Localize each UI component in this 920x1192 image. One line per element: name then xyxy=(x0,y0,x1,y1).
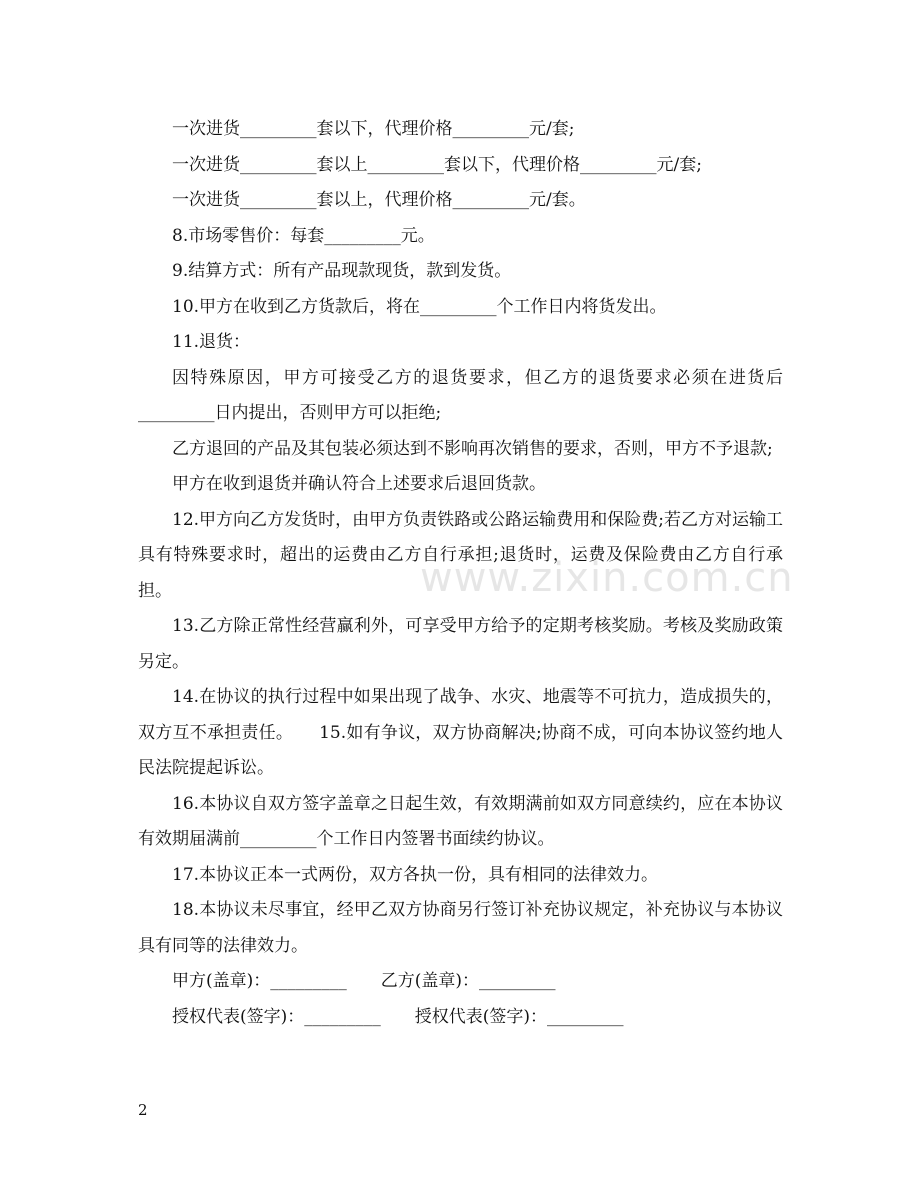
watermark: www.zixin.com.cn xyxy=(420,555,794,601)
clause-12-freight: 12.甲方向乙方发货时，由甲方负责铁路或公路运输费用和保险费;若乙方对运输工具有特殊要求时，超出的运费由乙方自行承担;退货时，运费及保险费由乙方自行承担。 xyxy=(138,509,783,601)
returns-condition-1: 因特殊原因，甲方可接受乙方的退货要求，但乙方的退货要求必须在进货后_________日内提出，否则甲方可以拒绝; xyxy=(138,367,783,423)
clause-14-15-force-majeure-disputes: 14.在协议的执行过程中如果出现了战争、水灾、地震等不可抗力，造成损失的，双方互不承担责任。 15.如有争议，双方协商解决;协商不成，可向本协议签约地人民法院提起诉讼。 xyxy=(138,687,783,778)
page-number: 2 xyxy=(138,1101,148,1119)
signature-seal-line: 甲方(盖章)：_________ 乙方(盖章)：_________ xyxy=(172,971,556,991)
price-tier-1: 一次进货_________套以下，代理价格_________元/套; xyxy=(172,119,575,139)
document-body xyxy=(138,112,783,1035)
clause-16-validity: 16.本协议自双方签字盖章之日起生效，有效期满前如双方同意续约，应在本协议有效期届满前_________个工作日内签署书面续约协议。 xyxy=(138,793,783,849)
price-tier-3: 一次进货_________套以上，代理价格_________元/套。 xyxy=(172,190,586,210)
returns-condition-3: 甲方在收到退货并确认符合上述要求后退回货款。 xyxy=(172,474,546,494)
clause-17-copies: 17.本协议正本一式两份，双方各执一份，具有相同的法律效力。 xyxy=(172,864,659,885)
returns-condition-2: 乙方退回的产品及其包装必须达到不影响再次销售的要求，否则，甲方不予退款; xyxy=(172,438,773,459)
clause-10-shipping: 10.甲方在收到乙方货款后，将在_________个工作日内将货发出。 xyxy=(172,296,667,317)
clause-9-settlement: 9.结算方式：所有产品现款现货，款到发货。 xyxy=(172,261,512,281)
clause-11-returns-heading: 11.退货： xyxy=(172,332,251,352)
clause-18-supplement: 18.本协议未尽事宜，经甲乙双方协商另行签订补充协议规定，补充协议与本协议具有同等的法律效力。 xyxy=(138,900,783,956)
clause-8-retail-price: 8.市场零售价：每套_________元。 xyxy=(172,225,435,246)
price-tier-2: 一次进货_________套以上_________套以下，代理价格_________元/套; xyxy=(172,154,702,175)
clause-13-rewards: 13.乙方除正常性经营赢利外，可享受甲方给予的定期考核奖励。考核及奖励政策另定。 xyxy=(138,616,783,672)
signature-representative-line: 授权代表(签字)：_________ 授权代表(签字)：_________ xyxy=(172,1006,624,1027)
